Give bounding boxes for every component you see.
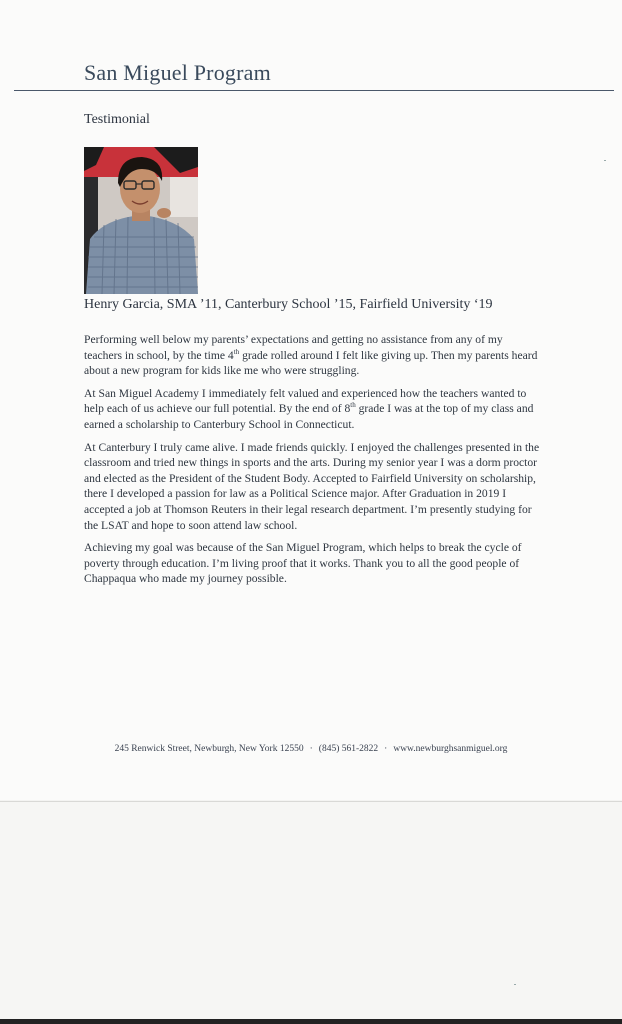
- ordinal-suffix: th: [350, 401, 356, 410]
- ordinal-suffix: th: [233, 347, 240, 356]
- paragraph-3: At Canterbury I truly came alive. I made friends quickly. I enjoyed the challenges presented in the classroom and tried new things in sports and the arts. During my senior year I was a dorm proctor and elected as the President of the Student Body. Accepted to Fairfield University on scholarship, there I developed a passion for law as a Political Science major. After Graduation in 2019 I accepted a job at Thomson Reuters in their legal research department. I’m presently studying for the LSAT and hope to soon attend law school.: [84, 440, 540, 532]
- paragraph-4: Achieving my goal was because of the San Miguel Program, which helps to break the cycle of poverty through education. I’m living proof that it works. Thank you to all the good people of Chappaqua who made my journey possible.: [84, 541, 522, 586]
- footer-separator: ·: [309, 744, 313, 754]
- section-label: Testimonial: [84, 112, 150, 127]
- testimonial-body: [84, 332, 542, 594]
- paragraph-1: [84, 332, 542, 379]
- paragraph-2-text-b: grade I was at the top of my class and earned a scholarship to Canterbury School in Connecticut.: [84, 402, 534, 431]
- paragraph-2: [84, 386, 542, 433]
- scan-speck: [514, 984, 516, 985]
- paragraph-1-text-a: Performing well below my parents’ expectations and getting no assistance from any of my teachers in school, by the time 4: [84, 333, 503, 362]
- page-title: San Miguel Program: [84, 60, 271, 85]
- footer-phone: (845) 561-2822: [318, 744, 379, 754]
- footer-website: www.newburghsanmiguel.org: [393, 744, 508, 754]
- portrait-photo: [84, 147, 198, 294]
- photo-caption: Henry Garcia, SMA ’11, Canterbury School ’15, Fairfield University ‘19: [84, 297, 493, 312]
- page-lower-sheet: [0, 801, 622, 1020]
- paragraph-2-text-a: At San Miguel Academy I immediately felt valued and experienced how the teachers wanted to help each of us achieve our full potential. By the end of 8: [84, 386, 527, 416]
- footer-separator: ·: [384, 744, 388, 754]
- paragraph-1-text-b: grade rolled around I felt like giving up. Then my parents heard about a new program for kids like me who were struggling.: [84, 348, 538, 378]
- footer-address: 245 Renwick Street, Newburgh, New York 12550: [114, 744, 304, 754]
- header-divider: [14, 90, 614, 91]
- contact-footer: [0, 744, 622, 754]
- scan-speck: [604, 160, 606, 161]
- scan-edge: [0, 1019, 622, 1024]
